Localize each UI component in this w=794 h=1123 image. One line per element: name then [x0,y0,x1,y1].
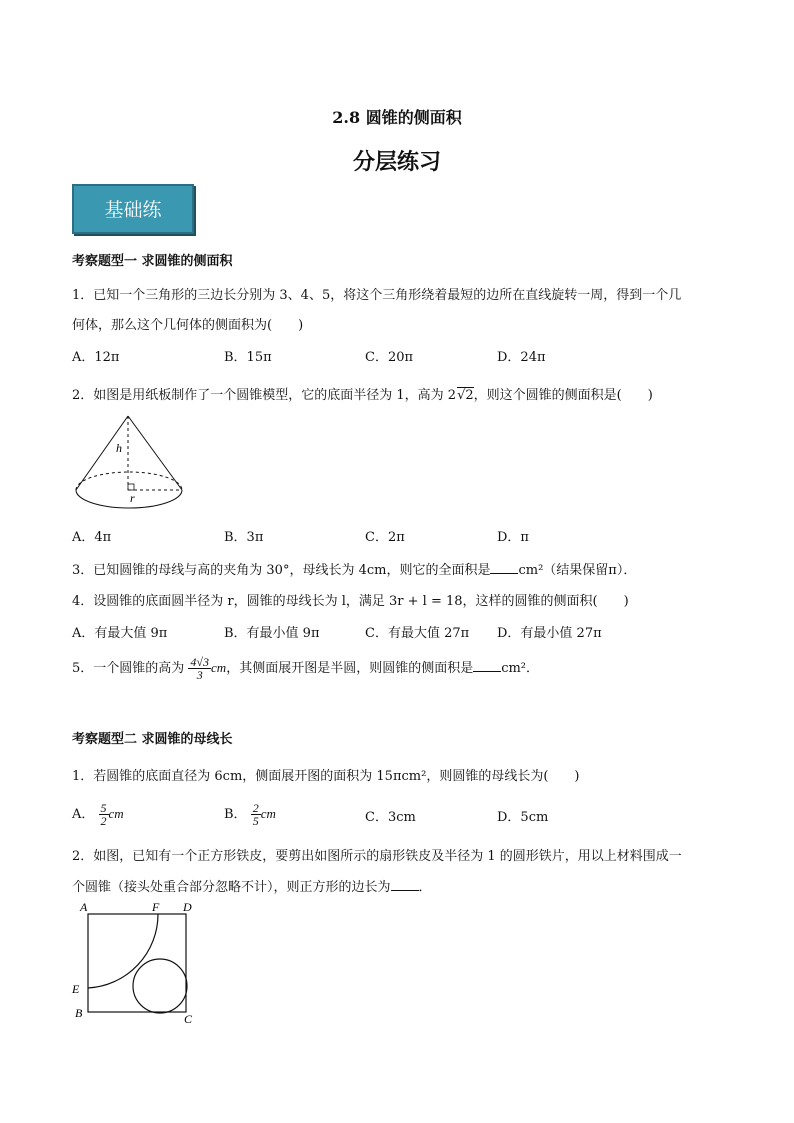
point-label-b: B [75,1006,83,1020]
q1-option-d: D．24π [497,350,546,365]
s2-q1-option-a-frac [99,802,109,827]
cone-label-h: h [116,441,122,455]
sqrt-sign: √2 [457,388,474,403]
section-heading-1: 考察题型一 求圆锥的侧面积 [72,254,233,269]
point-label-e: E [72,982,80,996]
square-figure [70,898,200,1028]
q5-unit: cm [211,660,227,675]
s2-q1-option-b-label: B． [224,807,247,822]
s2-q2-line2-end: ． [418,880,432,895]
q5-fraction [188,656,211,681]
q1-line1: 1．已知一个三角形的三边长分别为 3、4、5，将这个三角形绕着最短的边所在直线旋转一周，得到一个几 [72,288,682,303]
q2-option-c: C．2π [365,530,405,545]
q2-text [72,384,653,403]
q4-text: 4．设圆锥的底面圆半径为 r，圆锥的母线长为 l，满足 3r + l = 18，这样的圆锥的侧面积( ) [72,594,629,609]
q5-text-a: 5．一个圆锥的高为 [72,661,185,676]
page-subtitle: 分层练习 [352,149,441,175]
point-label-f: F [152,900,160,914]
q4-option-b: B．有最小值 9π [224,626,320,641]
q5-text-c: cm²． [501,661,540,676]
page-title: 2.8 圆锥的侧面积 [332,108,462,127]
point-label-d: D [183,900,192,914]
q3-text-a: 3．已知圆锥的母线与高的夹角为 30°，母线长为 4cm，则它的全面积是 [72,563,491,578]
section-heading-2: 考察题型二 求圆锥的母线长 [72,732,233,747]
q2-text-b: ，则这个圆锥的侧面积是( ) [473,388,653,403]
q5-frac-num: 4√3 [190,655,210,669]
s2-q1-a-unit: cm [108,806,124,821]
s2-q1-b-num: 2 [252,801,259,815]
q2-text-a: 2．如图是用纸板制作了一个圆锥模型，它的底面半径为 1，高为 2 [72,388,457,403]
q5-frac-den: 3 [196,668,203,682]
s2-q2-blank [391,879,419,891]
q2-option-b: B．3π [224,530,264,545]
s2-q1-option-b [224,797,276,832]
point-label-a: A [80,900,88,914]
q2-option-d: D．π [497,530,529,545]
q4-option-a: A．有最大值 9π [72,626,168,641]
level-badge: 基础练 [72,184,194,234]
s2-q1-option-b-frac [251,802,261,827]
s2-q1-a-den: 2 [100,814,107,828]
s2-q1-option-c: C．3cm [365,810,416,825]
q1-option-a: A．12π [72,350,120,365]
s2-q2-line2-text: 个圆锥（接头处重合部分忽略不计），则正方形的边长为 [72,880,391,895]
q1-line2: 何体，那么这个几何体的侧面积为( ) [72,318,304,333]
s2-q1-b-den: 5 [252,814,259,828]
s2-q2-line2 [72,876,432,895]
s2-q1-b-unit: cm [260,806,276,821]
point-label-c: C [184,1012,193,1026]
q4-option-c: C．有最大值 27π [365,626,470,641]
q1-option-c: C．20π [365,350,414,365]
q5-blank [473,660,501,672]
q3-text [72,559,636,578]
q3-blank [490,562,518,574]
s2-q1-option-a [72,797,124,832]
s2-q1-option-a-label: A． [72,807,95,822]
q3-text-b: cm²（结果保留π）． [518,563,637,578]
cone-label-r: r [130,491,135,505]
q1-option-b: B．15π [224,350,272,365]
q5-text-b: ，其侧面展开图是半圆，则圆锥的侧面积是 [226,661,474,676]
q5-text [72,650,539,687]
s2-q2-line1: 2．如图，已知有一个正方形铁皮，要剪出如图所示的扇形铁皮及半径为 1 的圆形铁片，用以上材料围成一 [72,849,682,864]
cone-figure [70,410,190,512]
q2-option-a: A．4π [72,530,112,545]
s2-q1-text: 1．若圆锥的底面直径为 6cm，侧面展开图的面积为 15πcm²，则圆锥的母线长为( ) [72,769,580,784]
s2-q1-option-d: D．5cm [497,810,549,825]
q4-option-d: D．有最小值 27π [497,626,602,641]
q2-sqrt-value: 2 [465,388,474,403]
s2-q1-a-num: 5 [100,801,107,815]
